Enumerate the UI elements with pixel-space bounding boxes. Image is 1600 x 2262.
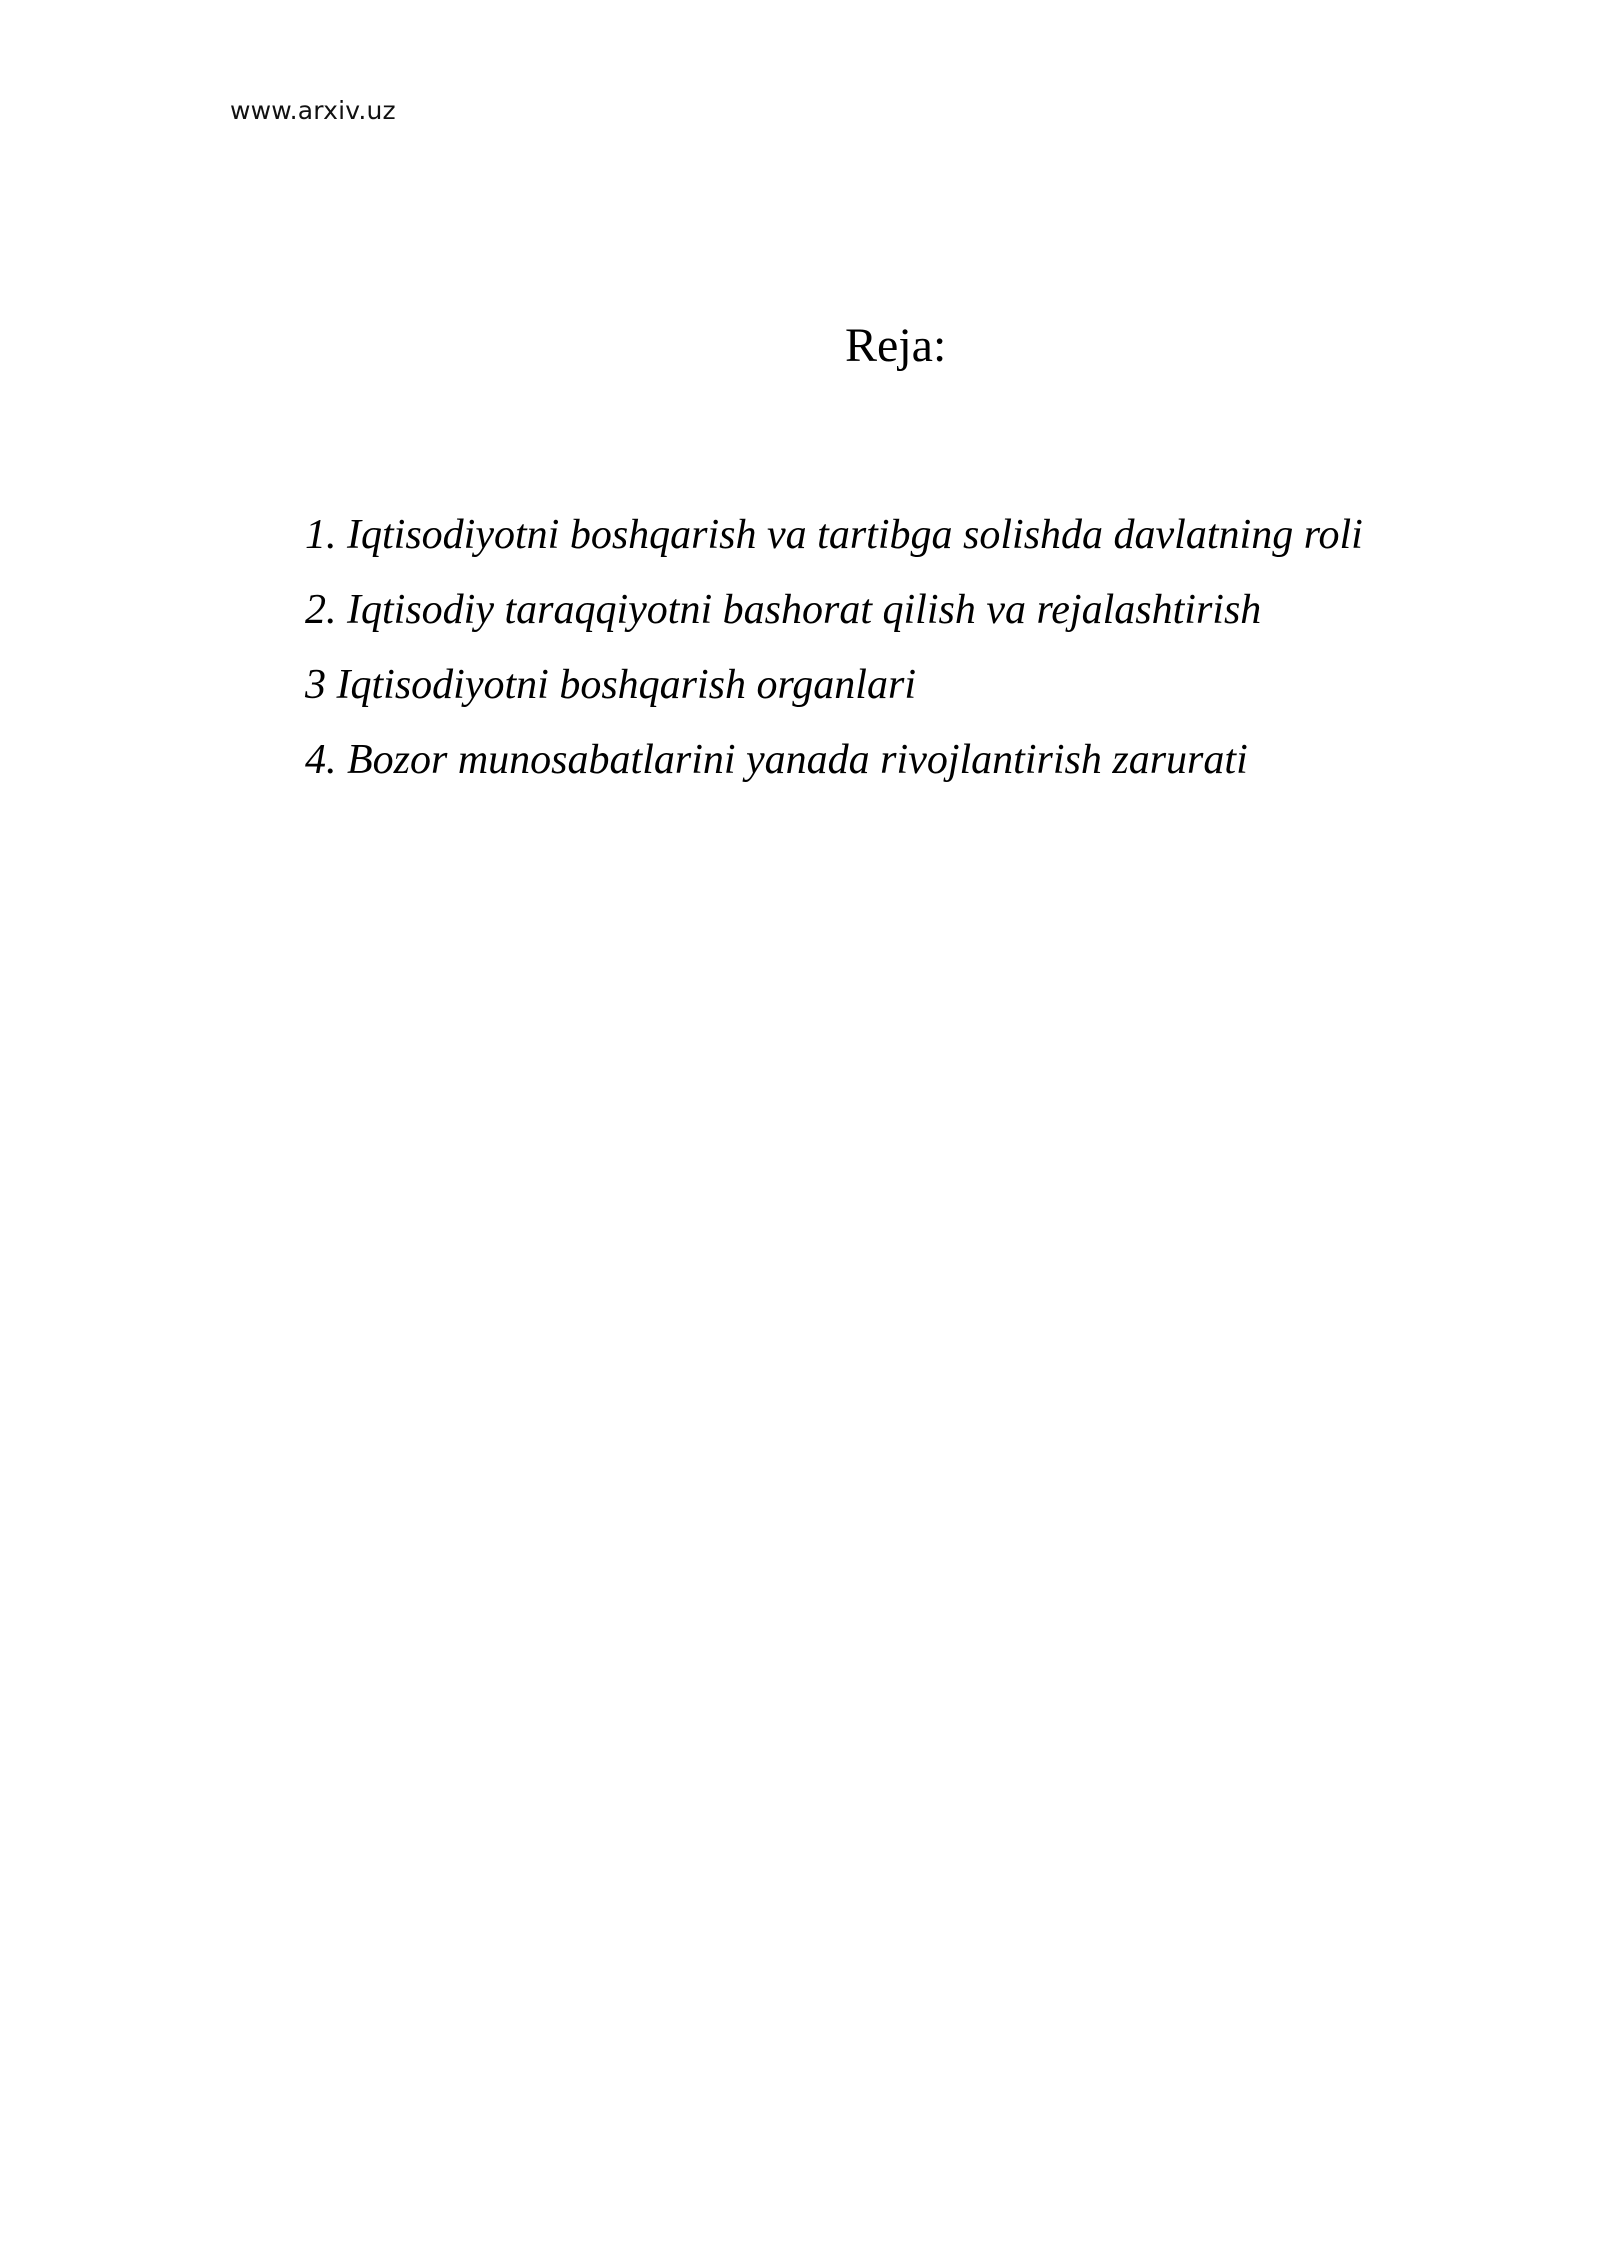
plan-item-1: 1. Iqtisodiyotni boshqarish va tartibga solishda davlatning roli — [305, 512, 1363, 558]
plan-item-4: 4. Bozor munosabatlarini yanada rivojlantirish zarurati — [305, 737, 1248, 783]
plan-list — [305, 498, 1363, 798]
plan-title: Reja: — [845, 319, 947, 372]
plan-item-2: 2. Iqtisodiy taraqqiyotni bashorat qilish va rejalashtirish — [305, 587, 1262, 633]
plan-item-3: 3 Iqtisodiyotni boshqarish organlari — [305, 662, 916, 708]
header-url: www.arxiv.uz — [230, 96, 396, 125]
